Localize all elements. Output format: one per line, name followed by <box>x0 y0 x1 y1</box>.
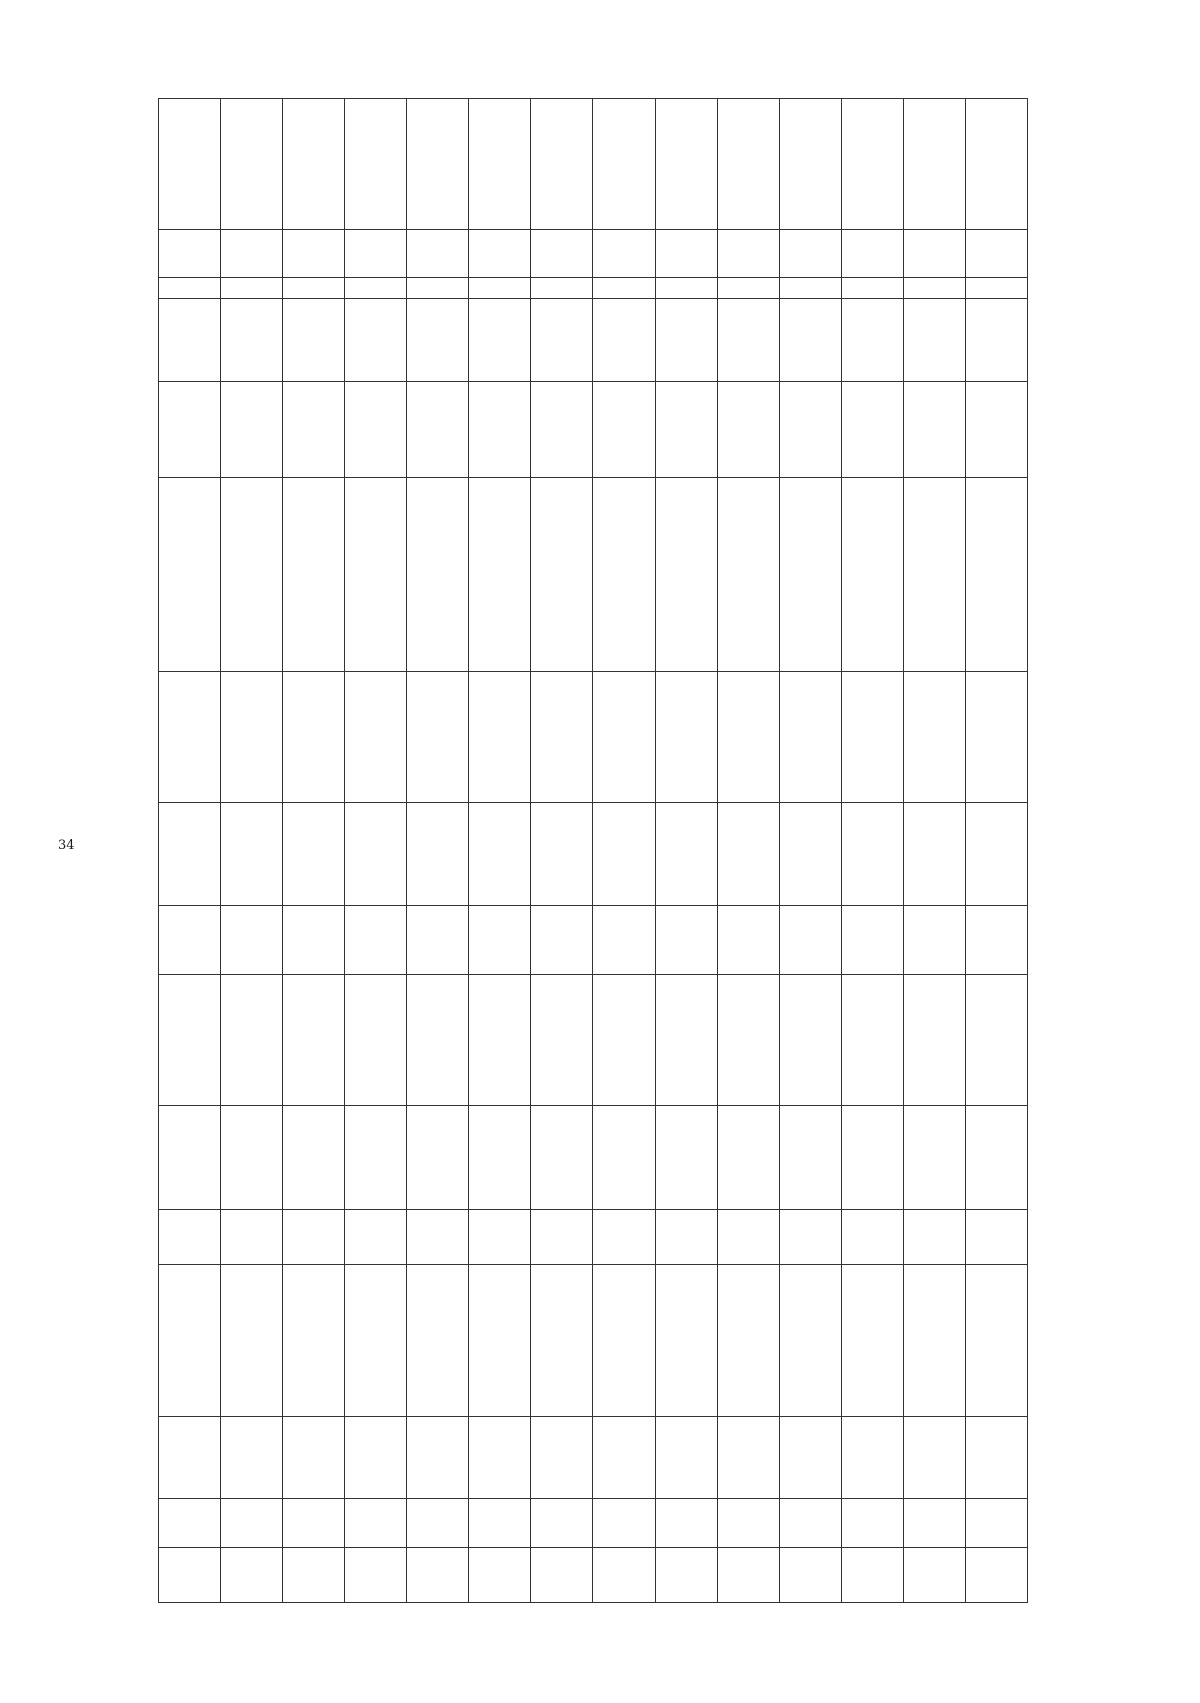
table-cell <box>345 278 407 299</box>
table-cell <box>903 1547 965 1602</box>
table-cell <box>221 1499 283 1547</box>
table-cell <box>407 99 469 230</box>
table-cell <box>593 99 655 230</box>
table-cell <box>283 299 345 382</box>
table-cell <box>965 99 1027 230</box>
table-cell <box>531 975 593 1106</box>
table-cell <box>221 975 283 1106</box>
table-row <box>159 1106 1028 1209</box>
table-cell <box>469 478 531 671</box>
table-cell <box>159 1499 221 1547</box>
table-cell <box>779 802 841 905</box>
table-cell <box>717 1547 779 1602</box>
table-row <box>159 802 1028 905</box>
table-cell <box>531 1106 593 1209</box>
table-row <box>159 1264 1028 1416</box>
table-cell <box>407 1209 469 1264</box>
table-cell <box>345 1499 407 1547</box>
table-cell <box>779 1416 841 1499</box>
table-cell <box>965 671 1027 802</box>
table-cell <box>841 1547 903 1602</box>
table-cell <box>159 99 221 230</box>
table-cell <box>531 99 593 230</box>
table-cell <box>593 1209 655 1264</box>
table-cell <box>283 906 345 975</box>
table-row <box>159 230 1028 278</box>
table-cell <box>221 478 283 671</box>
table-cell <box>717 230 779 278</box>
table-cell <box>531 1499 593 1547</box>
table-cell <box>655 230 717 278</box>
table-cell <box>407 671 469 802</box>
table-cell <box>655 99 717 230</box>
table-cell <box>407 1264 469 1416</box>
table-cell <box>221 299 283 382</box>
table-cell <box>779 1106 841 1209</box>
table-cell <box>345 1209 407 1264</box>
table-cell <box>345 906 407 975</box>
table-cell <box>655 1547 717 1602</box>
table-cell <box>159 278 221 299</box>
table-cell <box>903 671 965 802</box>
table-cell <box>407 802 469 905</box>
table-cell <box>407 1547 469 1602</box>
table-cell <box>283 278 345 299</box>
table-cell <box>159 1106 221 1209</box>
page-number: 34 <box>58 838 75 853</box>
table-cell <box>841 230 903 278</box>
table-cell <box>655 278 717 299</box>
table-cell <box>407 1106 469 1209</box>
table-cell <box>283 671 345 802</box>
table-cell <box>283 802 345 905</box>
table-cell <box>655 1499 717 1547</box>
table-cell <box>221 1547 283 1602</box>
table-cell <box>903 802 965 905</box>
table-cell <box>469 1209 531 1264</box>
table-cell <box>531 802 593 905</box>
table-cell <box>593 1106 655 1209</box>
table-cell <box>345 478 407 671</box>
table-cell <box>407 906 469 975</box>
table-cell <box>903 99 965 230</box>
table-row <box>159 671 1028 802</box>
table-cell <box>221 230 283 278</box>
table-cell <box>221 671 283 802</box>
table-cell <box>345 1416 407 1499</box>
program-table <box>158 98 1028 1603</box>
table-cell <box>965 381 1027 478</box>
table-cell <box>655 906 717 975</box>
table-row <box>159 99 1028 230</box>
table-cell <box>841 671 903 802</box>
table-cell <box>717 906 779 975</box>
table-cell <box>903 1264 965 1416</box>
table-cell <box>965 1209 1027 1264</box>
table-cell <box>283 478 345 671</box>
table-cell <box>717 671 779 802</box>
table-row <box>159 1499 1028 1547</box>
table-cell <box>159 906 221 975</box>
table-cell <box>531 278 593 299</box>
table-cell <box>283 1106 345 1209</box>
table-cell <box>283 1499 345 1547</box>
table-cell <box>593 1547 655 1602</box>
table-cell <box>345 1106 407 1209</box>
table-cell <box>221 1416 283 1499</box>
table-cell <box>221 381 283 478</box>
table-cell <box>469 299 531 382</box>
table-cell <box>779 1264 841 1416</box>
table-cell <box>717 975 779 1106</box>
table-cell <box>655 1209 717 1264</box>
table-cell <box>469 802 531 905</box>
table-cell <box>159 1416 221 1499</box>
table-cell <box>283 1547 345 1602</box>
table-cell <box>159 381 221 478</box>
table-cell <box>221 1209 283 1264</box>
table-cell <box>779 1499 841 1547</box>
table-cell <box>159 802 221 905</box>
table-cell <box>221 278 283 299</box>
table-cell <box>841 99 903 230</box>
table-cell <box>407 299 469 382</box>
table-cell <box>221 1264 283 1416</box>
table-cell <box>531 230 593 278</box>
table-cell <box>407 230 469 278</box>
table-cell <box>469 1416 531 1499</box>
table-cell <box>221 802 283 905</box>
table-cell <box>283 975 345 1106</box>
table-cell <box>345 99 407 230</box>
table-cell <box>903 1499 965 1547</box>
table-cell <box>841 299 903 382</box>
table-row <box>159 1209 1028 1264</box>
table-cell <box>345 1547 407 1602</box>
table-cell <box>779 1547 841 1602</box>
table-cell <box>903 381 965 478</box>
table-cell <box>717 478 779 671</box>
table-cell <box>469 1106 531 1209</box>
table-cell <box>407 1416 469 1499</box>
table-cell <box>593 671 655 802</box>
table-cell <box>779 99 841 230</box>
table-cell <box>345 802 407 905</box>
table-cell <box>469 1264 531 1416</box>
table-cell <box>841 381 903 478</box>
table-cell <box>717 1209 779 1264</box>
table-cell <box>717 1499 779 1547</box>
table-cell <box>717 381 779 478</box>
table-cell <box>469 671 531 802</box>
table-cell <box>531 381 593 478</box>
table-cell <box>779 1209 841 1264</box>
table-cell <box>965 230 1027 278</box>
table-cell <box>903 1209 965 1264</box>
table-cell <box>469 975 531 1106</box>
table-cell <box>965 975 1027 1106</box>
table-cell <box>841 478 903 671</box>
table-cell <box>717 299 779 382</box>
table-cell <box>655 1264 717 1416</box>
table-row <box>159 906 1028 975</box>
table-cell <box>779 671 841 802</box>
table-cell <box>159 478 221 671</box>
table-row <box>159 278 1028 299</box>
table-cell <box>965 1106 1027 1209</box>
table-cell <box>655 975 717 1106</box>
table-cell <box>283 230 345 278</box>
table-cell <box>407 381 469 478</box>
table-cell <box>841 1416 903 1499</box>
table-cell <box>779 975 841 1106</box>
table-cell <box>779 230 841 278</box>
table-cell <box>717 99 779 230</box>
table-cell <box>593 1416 655 1499</box>
table-cell <box>841 1499 903 1547</box>
table-cell <box>841 1264 903 1416</box>
table-cell <box>593 802 655 905</box>
table-row <box>159 975 1028 1106</box>
table-cell <box>159 1264 221 1416</box>
table-cell <box>655 802 717 905</box>
table-row <box>159 1547 1028 1602</box>
table-cell <box>531 1264 593 1416</box>
table-cell <box>965 1416 1027 1499</box>
table-cell <box>965 1264 1027 1416</box>
table-cell <box>655 299 717 382</box>
table-cell <box>283 99 345 230</box>
table-cell <box>159 671 221 802</box>
table-cell <box>841 975 903 1106</box>
table-cell <box>345 381 407 478</box>
table-cell <box>469 381 531 478</box>
table-cell <box>965 278 1027 299</box>
table-row <box>159 478 1028 671</box>
table-cell <box>469 99 531 230</box>
table-cell <box>283 1209 345 1264</box>
table-cell <box>469 1499 531 1547</box>
table-cell <box>779 278 841 299</box>
table-cell <box>407 478 469 671</box>
table-cell <box>407 1499 469 1547</box>
table-cell <box>283 381 345 478</box>
table-cell <box>779 381 841 478</box>
table-cell <box>593 906 655 975</box>
table-cell <box>903 1416 965 1499</box>
table-cell <box>159 299 221 382</box>
table-cell <box>655 478 717 671</box>
table-cell <box>159 1209 221 1264</box>
table-cell <box>407 278 469 299</box>
table-cell <box>469 1547 531 1602</box>
table-cell <box>593 1499 655 1547</box>
table-cell <box>221 1106 283 1209</box>
table-cell <box>593 299 655 382</box>
table-cell <box>531 1547 593 1602</box>
table-cell <box>531 1416 593 1499</box>
table-cell <box>903 975 965 1106</box>
table-cell <box>903 906 965 975</box>
table-cell <box>531 906 593 975</box>
table-cell <box>593 230 655 278</box>
table-cell <box>965 478 1027 671</box>
table-cell <box>841 802 903 905</box>
table-cell <box>655 381 717 478</box>
table-cell <box>717 1106 779 1209</box>
table-cell <box>903 1106 965 1209</box>
table-cell <box>779 478 841 671</box>
table-cell <box>779 906 841 975</box>
table-cell <box>593 381 655 478</box>
table-cell <box>345 299 407 382</box>
table-cell <box>469 230 531 278</box>
table-cell <box>159 230 221 278</box>
table-cell <box>593 278 655 299</box>
table-cell <box>531 671 593 802</box>
table-cell <box>655 1416 717 1499</box>
table-cell <box>469 278 531 299</box>
table-cell <box>903 299 965 382</box>
table-cell <box>717 1264 779 1416</box>
table-cell <box>655 671 717 802</box>
table-cell <box>903 278 965 299</box>
table-row <box>159 381 1028 478</box>
table-cell <box>593 478 655 671</box>
table-row <box>159 299 1028 382</box>
table-cell <box>531 1209 593 1264</box>
table-cell <box>283 1416 345 1499</box>
table-cell <box>841 1106 903 1209</box>
table-cell <box>407 975 469 1106</box>
table-cell <box>841 906 903 975</box>
table-row <box>159 1416 1028 1499</box>
table-cell <box>717 1416 779 1499</box>
table-cell <box>965 802 1027 905</box>
table-cell <box>221 906 283 975</box>
table-cell <box>965 1499 1027 1547</box>
table-cell <box>655 1106 717 1209</box>
table-cell <box>717 802 779 905</box>
table-cell <box>965 906 1027 975</box>
table-cell <box>965 299 1027 382</box>
table-cell <box>159 975 221 1106</box>
table-cell <box>531 299 593 382</box>
table-cell <box>345 671 407 802</box>
table-cell <box>345 1264 407 1416</box>
table-cell <box>903 478 965 671</box>
table-cell <box>345 975 407 1106</box>
table-cell <box>221 99 283 230</box>
table-cell <box>779 299 841 382</box>
table-cell <box>345 230 407 278</box>
table-cell <box>593 1264 655 1416</box>
table-cell <box>531 478 593 671</box>
table-cell <box>283 1264 345 1416</box>
table-cell <box>469 906 531 975</box>
table-cell <box>841 1209 903 1264</box>
table-cell <box>841 278 903 299</box>
table-cell <box>965 1547 1027 1602</box>
table-cell <box>717 278 779 299</box>
table-cell <box>903 230 965 278</box>
table-cell <box>159 1547 221 1602</box>
table-cell <box>593 975 655 1106</box>
